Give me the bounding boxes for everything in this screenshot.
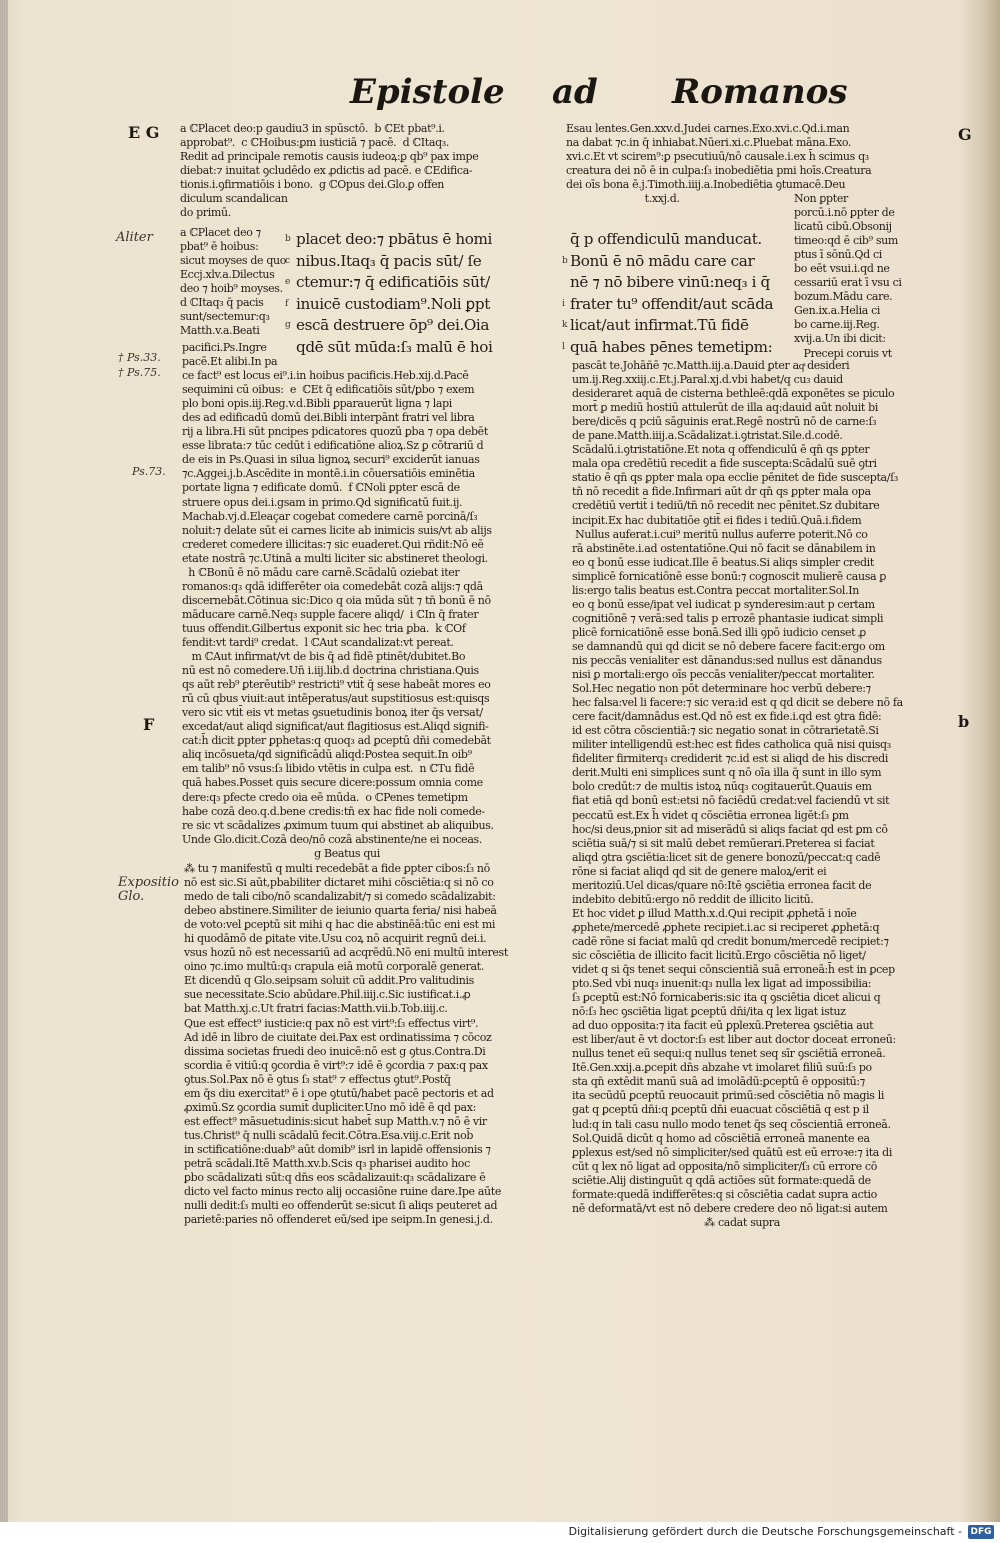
interlinear-letters-right: b i k l xyxy=(562,255,568,352)
running-head-word-romanos: Romanos xyxy=(672,72,848,112)
book-page-edges xyxy=(0,0,8,1522)
margin-ref-ps33: † Ps.33. xyxy=(118,351,161,364)
running-head-word-epistole: Epistole xyxy=(350,72,505,112)
running-head xyxy=(0,72,1000,118)
margin-letter-right-upper: G xyxy=(958,125,972,144)
gloss-left-main: pacifici.Ps.Ingre pacē.Et alibi.In pa ce fact⁹ est locus ei⁹.i.in hoibus pacificis.Heb.xij.d.Pacē sequimini cū oibus: e ℂEt q̄ edificatiōis sūt/ꝑbo ⁊ exem plo boni opis.iij.Reg.v.d.Bibli ꝑparauerūt ligna ⁊ lapi des ad edificadū domū dei.Bibli interpānt fratri vel libra rij a libra.Hi sūt pncipes pdicatores quozū ꝑba ⁊ opa debēt esse librata:⁊ tūc cedūt i edificatiōne alioꝝ.Sz ꝑ cōtrariū d de eis in Ps.Quasi in silua lignoꝝ securi⁹ exciderūt ianuas ⁊c.Aggei.j.b.Ascēdite in montē.i.in cōuersatiōis eminētia portate ligna ⁊ edificate domū. f ℂNoli ꝑpter escā de struere opus dei.i.gsam in primo.Qd significatū fuit.ij. Machab.vj.d.Eleaçar cogebat comedere carnē porcinā/ſ₃ noluit:⁊ delate sūt ei carnes licite ab inimicis suis/vt ab alijs crederet comedere illicitas:⁊ sic euaderet.Qui rñdit:Nō eē etate nostrā ⁊c.Utinā a multi liciter sic abstineret theologi. h ℂBonū ē nō mādu care carnē.Scādalū oziebat iter romanos:q₃ qdā idifferēter oia comedebāt cozā alijs:⁊ qdā discernebāt.Cōtinua sic:Dico q oia mūda sūt ⁊ tn̄ bonū ē nō māducare carnē.Neq₃ supple facere aliqd/ i ℂIn q̄ frater tuus offendit.Gilbertus exponit sic hec tria ꝑba. k ℂOf fendit:vt tardi⁹ credat. l ℂAut scandalizat:vt pereat. m ℂAut infirmat/vt de bis q̄ ad fidē ptinēt/dubitet.Bo nū est nō comedere.Un̄ i.iij.lib.d doctrina christiana.Quis qs aūt reb⁹ ꝑterēutib⁹ restricti⁹ vtit̄ q̄ sese habeāt mores eo rū cū qbus viuit:aut intēperatus/aut supstitiosus est:quisqs vero sic vtit̄ eis vt metas ꝯsuetudinis bonoꝝ iter q̄s versat/ excedat/aut aliqd significat/aut flagitiosus est.Aliqd signifi- cat:h̄ dicit ꝑpter ꝑphetas:q quoq₃ ad ꝑceptū dn̄i comedebāt aliq incōsueta/qd significādū aliqd:Postea sequit.In oib⁹ em talib⁹ nō vsus:ſ₃ libido vtētis in culpa est. n ℂTu fidē quā habes.Posset quis secure dicere:possum omnia come dere:q₃ pfecte credo oia eē mūda. o ℂPenes temetipm habe cozā deo.q.d.bene credis:tn̄ ex hac fide noli comede- re sic vt scādalizes ꝓximum tuum qui abstinet ab aliquibus. Unde Glo.dicit.Cozā deo/nō cozā abstinente/ne ei noceas. g Beatus qui xyxy=(182,341,494,860)
margin-letters-top-left: E G xyxy=(128,123,160,142)
margin-ref-ps73: Ps.73. xyxy=(132,465,166,478)
margin-note-aliter: Aliter xyxy=(116,230,153,245)
margin-letter-right-lower: b xyxy=(958,712,970,731)
interlinear-letters-left: b c e f g xyxy=(285,234,291,330)
commentary-left-lower: ⁂ tu ⁊ manifestū q multi recedebāt a fide ꝑpter cibos:ſ₃ nō nō est sic.Si aūt,pbabiliter dictaret mihi cōsciētia:q si nō co medo de tali cibo/nō scandalizabit/⁊ si comedo scādalizabit: debeo abstinere.Similiter de ieiunio quarta feria/ nisi habeā de voto:vel ꝑceptū sit mihi q hac die abstinēā:tūc eni est mi hi quodāmō de ꝑitate vite.Usu coꝝ nō acquirit regnū dei.i. vsus hozū nō est necessariū ad acqrēdū.Nō eni multū interest oino ⁊c.imo multū:q₃ crapula eiā motū corporalē generat. Et dicendū q Glo.seipsam soluit cū addit.Pro valitudinis sue necessitate.Scio abūdare.Phil.iiij.c.Sic iustificat.i.ꝓ bat Matth.xj.c.Ut fratri facias:Matth.vii.b.Tob.iiij.c. Que est effect⁹ iusticie:q pax nō est virt⁹:ſ₃ effectus virt⁹. Ad idē in libro de ciuitate dei.Pax est ordinatissima ⁊ cōcoz dissima societas fruedi deo inuicē:nō est g ꝯtus.Contra.Di scordia ē vitiū:q ꝯcordia ē virt⁹:⁊ idē ē ꝯcordia ⁊ pax:q pax ꝯtus.Sol.Pax nō ē ꝯtus ſ₃ stat⁹ ⁊ effectus ꝯtut⁹.Postq̄ em q̄s diu exercitat⁹ ē i ope ꝯtutū/habet pacē pectoris et ad ꝓximū.Sz ꝯcordia sumit̄ dupliciter.Uno mō idē ē qd pax: est effect⁹ māsuetudinis:sicut habet̄ sup Matth.v.⁊ nō ē vir tus.Christ⁹ q̄ nulli scādalū fecit.Cōtra.Esa.viij.c.Erit nob̄ in sctificatiōne:duab⁹ aūt domib⁹ isrl in lapidē offensionis ⁊ petrā scādali.Itē Matth.xv.b.Scis q₃ pharisei audito hoc ꝑbo scādalizati sūt:q dn̄s eos scādalizauit:q₃ scādalizare ē dicto vel facto minus recto alij occasiōne ruine dare.Ipe aūte nulli dedit:ſ₃ multi eo offenderūt se:sicut ſi aliqs peuteret ad parietē:paries nō offenderet eū/sed ipe seipm.In genesi.j.d. xyxy=(184,862,508,1227)
footer-credit-text: Digitalisierung gefördert durch die Deutsche Forschungsgemeinschaft - xyxy=(568,1525,962,1538)
margin-letter-f: F xyxy=(143,715,155,734)
dfg-logo-icon: DFG xyxy=(968,1525,994,1539)
scripture-text-column-2: q̄ p offendiculū manducat. Bonū ē nō mādu care car nē ⁊ nō bibere vinū:neq₃ i q̄ frater tu⁹ offendit/aut scāda licat/aut infirmat.Tū fidē quā habes pēnes temetipm: xyxy=(570,230,774,356)
commentary-right-main: pascāt te.Johāñē ⁊c.Matth.iij.a.Dauid ꝑter aqͣ desideri um.ij.Reg.xxiij.c.Et.j.Paral.xj.d.vbi habet/q cu₃ dauid desideraret aquā de cisterna bethleē:qdā exponētes se piculo mort̄ ꝑ mediū hostiū attulerūt de illa aq:dauid aūt noluit bi bere/dicēs q pciū sāguinis erat.Regē nostrū nō de carne:ſ₃ de pane.Matth.iiij.a.Scādalizat.i.ꝯtristat.Sile.d.codē. Scādalū.i.ꝯtristatiōne.Et nota q offendiculū ē qn̄ qs ꝑpter mala opa credētiū recedit a fide suscepta:Scādalū suē ꝯtri statio ē qn̄ qs ꝑpter mala opa ecclie pēnitet de fide suscepta/ſ₃ tn̄ nō recedit a fide.Infirmari aūt dr qn̄ qs ꝑpter mala opa credētiū vertit̄ i tediū/tn̄ nō recedit nec pēnitet.Sz dubitare incipit.Ex hac dubitatiōe ꝯtit̄ ei fides i tediū.Quā.i.fidem Nullus auferat.i.cui⁹ meritū nullus auferre poterit.Nō co rā abstinēte.i.ad ostentatiōne.Qui nō facit se dānabilem in eo q bonū esse iudicat.Ille ē beatus.Si aliqs simpler credit simplicē fornicatiōnē esse bonū:⁊ cognoscit mulierē causa ꝑ lis:ergo talis beatus est.Contra peccat mortaliter.Sol.In eo q bonū esse/ipat vel iudicat p synderesim:aut p certam cognitiōnē ⁊ verā:sed talis p errozē phantasie iudicat simpli plicē fornicatiōnē esse bonā.Sed illi ꝯpō iudicio censet ꝓ se damnandū qui qd dicit se nō debere facere facit:ergo om nis peccās venialiter est dānandus:sed nullus est dānandus nisi ꝑ mortali:ergo oīs peccās venialiter/peccat mortaliter. Sol.Hec negatio non pōt determinare hoc verbū debere:⁊ hec falsa:vel li facere:⁊ sic vera:id est q qd dicit se debere nō fa cere facit/damnādus est.Qd nō est ex fide.i.qd est ꝯtra fidē: id est cōtra cōscientiā:⁊ sic negatio sonat in cōtrarietatē.Si militer intelligendū est:hec est fides catholica quā nisi quisq₃ fideliter firmiterq₃ crediderit ⁊c.id est si aliqd de his discredi derit.Multi eni simplices sunt q nō oīa illa q̄ sunt in illo sym bolo credūt:⁊ de multis istoꝝ nūq₃ cogitauerūt.Quauis em fiat etiā qd bonū est:etsi nō faciēdū credat:vel faciendū vt sit peccatū est.Ex h̄ videt q cōsciētia erronea ligēt:ſ₃ ꝑm hoc/si deus,pnior sit ad miserādū si aliqs faciat qd est ꝑm cō sciētia suā/⁊ si sit malū debet remūerari.Preterea si faciat aliqd ꝯtra ꝯsciētia:licet sit de genere bonozū/peccat:q cadē rōne si faciat aliqd qd sit de genere maloꝝ/erit ei meritoziū.Uel dicas/quare nō:Itē ꝯsciētia erronea facit de indebito debitū:ergo nō reddit de illicito licitū. Et hoc videt ꝑ illud Matth.x.d.Qui recipit ꝓphetā i noīe ꝓphete/mercedē ꝓphete recipiet.i.ac si reciperet ꝓphetā:q cadē rōne si faciat malū qd credit bonum/mercedē recipiet:⁊ sic cōsciētia de illicito facit licitū.Ergo cōsciētia nō liget/ videt q si q̄s tenet sequi cōnscientiā suā erroneā:h̄ est in ꝑcep pto.Sed vbi nuq₃ inuenit:q₃ nulla lex ligat ad impossibilia: ſ₃ ꝑceptū est:Nō fornicaberis:sic ita q ꝯsciētia dicet alicui q nō:ſ₃ hec ꝯsciētia ligat ꝑceptū dn̄i/ita q lex ligat istuz ad duo opposita:⁊ ita facit eū ꝑplexū.Preterea ꝯsciētia aut est liber/aut ē vt doctor:ſ₃ est liber aut doctor doceat erroneū: nullus tenet eū sequi:q nullus tenet seq sīr ꝯsciētiā erroneā. Itē.Gen.xxij.a.ꝑcepit dn̄s abzahe vt imolaret filiū suū:ſ₃ po sta qn̄ extēdit manū suā ad imolādū:ꝑceptū ē oppositū:⁊ ita secūdū ꝑceptū reuocauit primū:sed cōsciētia nō magis li gat q ꝑceptū dn̄i:q ꝑceptū dn̄i euacuat cōsciētiā q est p il lud:q in tali casu nullo modo tenet q̄s seq cōscientiā erroneā. Sol.Quidā dicūt q homo ad cōsciētiā erroneā manente ea ꝑplexus est/sed nō simpliciter/sed quātū est eū erroꝛe:⁊ ita di cūt q lex nō ligat ad opposita/nō simpliciter/ſ₃ cū errore cō sciētie.Alij distinguūt q qdā actiōes sūt formate:quedā de formate:quedā indifferētes:q si cōsciētia cadat supra actio nē deformatā/vt est nō debere credere deo nō ligat:si autem ⁂ cadat supra xyxy=(572,359,903,1229)
gloss-narrow-right: Non ꝑpter porcū.i.nō ꝑpter de licatū cibū.Obsonij timeo:qd ē cib⁹ sum ptus ī sōnū.Qd ci bo eēt vsui.i.qd ne cessariū erat ī vsu ci bozum.Mādu care. Gen.ix.a.Helia ci bo carne.iij.Reg. xvij.a.Un ibi dicit: Precepi coruis vt xyxy=(794,192,902,360)
digitization-footer xyxy=(0,1522,1000,1543)
margin-ref-ps75: † Ps.75. xyxy=(118,366,161,379)
margin-note-expositio: Expositio Glo. xyxy=(118,875,180,904)
gloss-right-upper: Esau lentes.Gen.xxv.d.Judei carnes.Exo.xvi.c.Qd.i.man na dabat ⁊c.in q̄ inhiabat.Nūeri.xi.c.Pluebat māna.Exo. xvi.c.Et vt scirem⁹:ꝑ psecutiuū/nō causale.i.ex h̄ scimus q₃ creatura dei nō ē in culpa:ſ₃ inobediētia pmi hoīs.Creatura dei oīs bona ē.j.Timoth.iiij.a.Inobediētia ꝯtumacē.Deu t.xxj.d. xyxy=(566,122,872,206)
gloss-left-upper: a ℂPlacet deo:p gaudiu3 in spūsctō. b ℂEt pbat⁹.i. approbat⁹. c ℂHoibus:ꝑm iusticiā ⁊ pacē. d ℂItaq₃. Redit ad principale remotis causis iudeoꝝ:ꝑ qb⁹ pax impe diebat:⁊ inuitat ꝯcludēdo ex ꝓdictis ad pacē. e ℂEdifica- tionis.i.ꝯfirmatiōis i bono. g ℂOpus dei.Glo.ꝑ offen diculum scandalican do primū. xyxy=(180,122,479,220)
scripture-text-column-1: placet deo:⁊ pbātus ē homi nibus.Itaq₃ q̄ pacis sūt/ ſe ctemur:⁊ q̄ edificatiōis sūt/ inuicē custodiam⁹.Noli ꝑpt escā destruere ōp⁹ dei.Oia qdē sūt mūda:ſ₃ malū ē hoi xyxy=(296,230,493,356)
running-head-word-ad: ad xyxy=(552,72,598,112)
gloss-narrow-left: a ℂPlacet deo ⁊ pbat⁹ ē hoibus: sicut moyses de quo Eccj.xlv.a.Dilectus deo ⁊ hoib⁹ moyses. d ℂItaq₃ q̄ pacis sunt/sectemur:q₃ Matth.v.a.Beati xyxy=(180,226,287,338)
